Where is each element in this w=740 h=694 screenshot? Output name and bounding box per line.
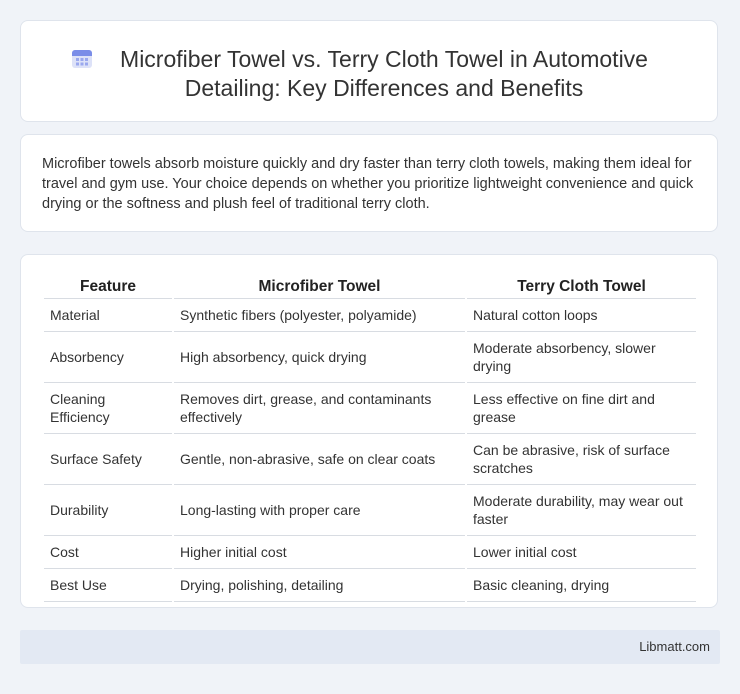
table-row: [44, 536, 696, 569]
page-title: Microfiber Towel vs. Terry Cloth Towel in Automotive Detailing: Key Differences and Benefits: [120, 46, 648, 101]
feature-cell: Material: [44, 299, 172, 332]
table-row: [44, 434, 696, 485]
microfiber-cell: High absorbency, quick drying: [174, 332, 465, 383]
footer-brand-link[interactable]: Libmatt.com: [639, 639, 710, 654]
terry-cloth-cell: Natural cotton loops: [467, 299, 696, 332]
header-card: [20, 20, 718, 122]
table-row: [44, 332, 696, 383]
header-terry-cloth: Terry Cloth Towel: [467, 275, 696, 299]
microfiber-cell: Synthetic fibers (polyester, polyamide): [174, 299, 465, 332]
feature-cell: Cleaning Efficiency: [44, 383, 172, 434]
table-header-row: [44, 275, 696, 299]
microfiber-cell: Long-lasting with proper care: [174, 485, 465, 536]
table-row: [44, 383, 696, 434]
terry-cloth-cell: Moderate durability, may wear out faster: [467, 485, 696, 536]
feature-cell: Best Use: [44, 569, 172, 602]
terry-cloth-cell: Can be abrasive, risk of surface scratches: [467, 434, 696, 485]
microfiber-cell: Higher initial cost: [174, 536, 465, 569]
feature-cell: Absorbency: [44, 332, 172, 383]
table-row: [44, 299, 696, 332]
microfiber-cell: Drying, polishing, detailing: [174, 569, 465, 602]
table-row: [44, 569, 696, 602]
microfiber-cell: Removes dirt, grease, and contaminants effectively: [174, 383, 465, 434]
footer: [20, 630, 720, 664]
header-microfiber: Microfiber Towel: [174, 275, 465, 299]
table-row: [44, 485, 696, 536]
intro-text: Microfiber towels absorb moisture quickly and dry faster than terry cloth towels, making them ideal for travel and gym use. Your choice depends on whether you prioritize lightweight convenience and quick drying or the softness and plush feel of traditional terry cloth.: [42, 156, 694, 212]
intro-card: [20, 134, 718, 232]
terry-cloth-cell: Lower initial cost: [467, 536, 696, 569]
feature-cell: Cost: [44, 536, 172, 569]
terry-cloth-cell: Moderate absorbency, slower drying: [467, 332, 696, 383]
comparison-table: [42, 275, 698, 602]
comparison-table-card: [20, 254, 718, 608]
feature-cell: Surface Safety: [44, 434, 172, 485]
terry-cloth-cell: Basic cleaning, drying: [467, 569, 696, 602]
header-feature: Feature: [44, 275, 172, 299]
microfiber-cell: Gentle, non-abrasive, safe on clear coats: [174, 434, 465, 485]
terry-cloth-cell: Less effective on fine dirt and grease: [467, 383, 696, 434]
feature-cell: Durability: [44, 485, 172, 536]
